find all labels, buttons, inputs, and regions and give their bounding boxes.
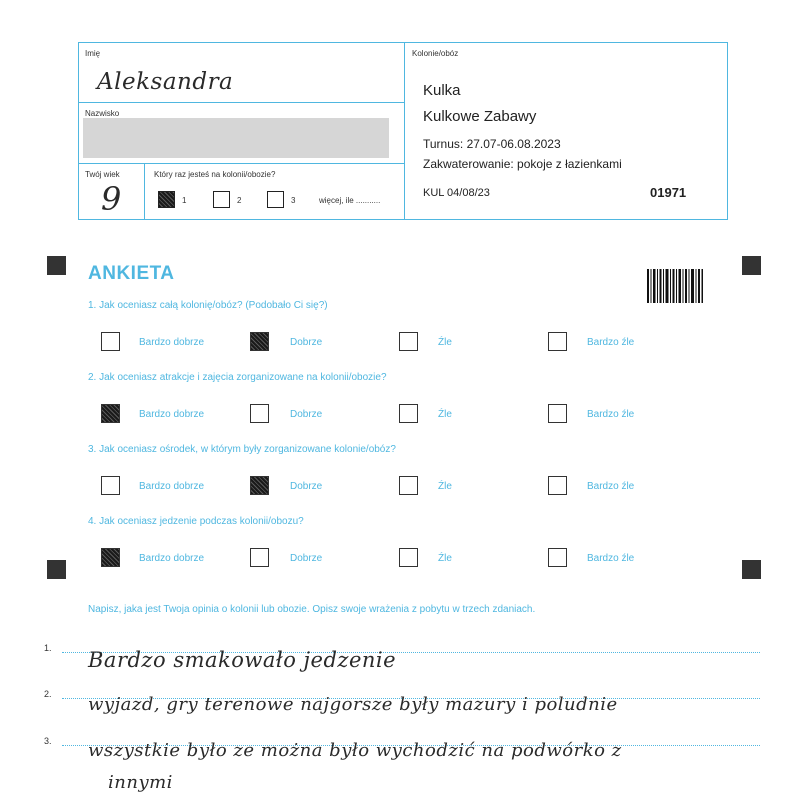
opinion-prompt: Napisz, jaka jest Twoja opinia o kolonii lub obozie. Opisz swoje wrażenia z pobytu w trzech zdaniach.: [88, 604, 536, 615]
q3-option-very-bad-checkbox[interactable]: [548, 476, 567, 495]
first-name-label: Imię: [85, 49, 101, 58]
opinion-handwriting-line-2[interactable]: wyjazd, gry terenowe najgorsze były mazury i poludnie: [88, 694, 618, 715]
barcode-icon: [647, 269, 703, 303]
q1-option-very-bad-checkbox[interactable]: [548, 332, 567, 351]
q3-option-bad-label: Źle: [438, 481, 452, 492]
q4-option-very-bad-label: Bardzo źle: [587, 553, 635, 564]
registration-mark-top-right: [742, 256, 761, 275]
q1-option-good-checkbox[interactable]: [250, 332, 269, 351]
question-2-text: 2. Jak oceniasz atrakcje i zajęcia zorganizowane na kolonii/obozie?: [88, 372, 387, 383]
q3-option-bad-checkbox[interactable]: [399, 476, 418, 495]
camp-code: KUL 04/08/23: [423, 187, 490, 199]
q2-option-bad-checkbox[interactable]: [399, 404, 418, 423]
q1-option-bad-label: Źle: [438, 337, 452, 348]
age-cell: [79, 164, 145, 219]
age-label: Twój wiek: [85, 170, 120, 179]
q2-option-good-checkbox[interactable]: [250, 404, 269, 423]
form-number: 01971: [650, 185, 687, 200]
age-and-visits-section: [79, 164, 404, 219]
q3-option-very-good-checkbox[interactable]: [101, 476, 120, 495]
q1-option-very-bad-label: Bardzo źle: [587, 337, 635, 348]
camp-turnus: Turnus: 27.07-06.08.2023: [423, 137, 561, 151]
q3-option-good-label: Dobrze: [290, 481, 323, 492]
q2-option-very-good-checkbox[interactable]: [101, 404, 120, 423]
opinion-handwriting-line-1[interactable]: Bardzo smakowało jedzenie: [88, 648, 397, 672]
q3-option-good-checkbox[interactable]: [250, 476, 269, 495]
opinion-handwriting-line-3[interactable]: wszystkie było ze można było wychodzić na podwórko z: [88, 740, 622, 761]
q4-option-bad-checkbox[interactable]: [399, 548, 418, 567]
last-name-label: Nazwisko: [85, 109, 120, 118]
last-name-section: [79, 103, 404, 164]
visit-count-checkbox-3[interactable]: [267, 191, 284, 208]
question-1-text: 1. Jak oceniasz całą kolonię/obóz? (Podobało Ci się?): [88, 300, 328, 311]
visit-count-option-2: 2: [237, 196, 242, 205]
visit-count-option-1: 1: [182, 196, 187, 205]
age-value[interactable]: 9: [101, 180, 122, 218]
camp-name: Kulka: [423, 82, 461, 99]
q2-option-very-bad-label: Bardzo źle: [587, 409, 635, 420]
first-name-value[interactable]: Aleksandra: [97, 69, 234, 95]
q3-option-very-bad-label: Bardzo źle: [587, 481, 635, 492]
q1-option-very-good-checkbox[interactable]: [101, 332, 120, 351]
q2-option-good-label: Dobrze: [290, 409, 323, 420]
camp-accommodation: Zakwaterowanie: pokoje z łazienkami: [423, 157, 622, 171]
participant-info-box: [78, 42, 728, 220]
survey-title: ANKIETA: [88, 263, 175, 284]
q1-option-bad-checkbox[interactable]: [399, 332, 418, 351]
visit-count-checkbox-1[interactable]: [158, 191, 175, 208]
opinion-line-number-3: 3.: [44, 736, 52, 746]
opinion-line-number-2: 2.: [44, 689, 52, 699]
q4-option-very-good-checkbox[interactable]: [101, 548, 120, 567]
q1-option-very-good-label: Bardzo dobrze: [139, 337, 205, 348]
visit-count-label: Który raz jesteś na kolonii/obozie?: [154, 170, 276, 179]
opinion-handwriting-line-4[interactable]: innymi: [108, 772, 173, 793]
q4-option-good-label: Dobrze: [290, 553, 323, 564]
q4-option-bad-label: Źle: [438, 553, 452, 564]
q4-option-very-good-label: Bardzo dobrze: [139, 553, 205, 564]
q3-option-very-good-label: Bardzo dobrze: [139, 481, 205, 492]
question-4-text: 4. Jak oceniasz jedzenie podczas kolonii/obozu?: [88, 516, 304, 527]
first-name-section: [79, 43, 404, 103]
registration-mark-top-left: [47, 256, 66, 275]
q1-option-good-label: Dobrze: [290, 337, 323, 348]
visit-count-more-label: więcej, ile ...........: [319, 196, 381, 205]
camp-label: Kolonie/obóz: [412, 49, 459, 58]
participant-details: [79, 43, 405, 219]
opinion-line-number-1: 1.: [44, 643, 52, 653]
question-3-text: 3. Jak oceniasz ośrodek, w którym były zorganizowane kolonie/obóz?: [88, 444, 396, 455]
q4-option-good-checkbox[interactable]: [250, 548, 269, 567]
q2-option-very-bad-checkbox[interactable]: [548, 404, 567, 423]
registration-mark-bottom-left: [47, 560, 66, 579]
registration-mark-bottom-right: [742, 560, 761, 579]
camp-details: [405, 43, 727, 219]
visit-count-checkbox-2[interactable]: [213, 191, 230, 208]
redacted-last-name: [83, 118, 389, 158]
visit-count-option-3: 3: [291, 196, 296, 205]
q2-option-bad-label: Źle: [438, 409, 452, 420]
q2-option-very-good-label: Bardzo dobrze: [139, 409, 205, 420]
camp-program: Kulkowe Zabawy: [423, 108, 537, 125]
q4-option-very-bad-checkbox[interactable]: [548, 548, 567, 567]
